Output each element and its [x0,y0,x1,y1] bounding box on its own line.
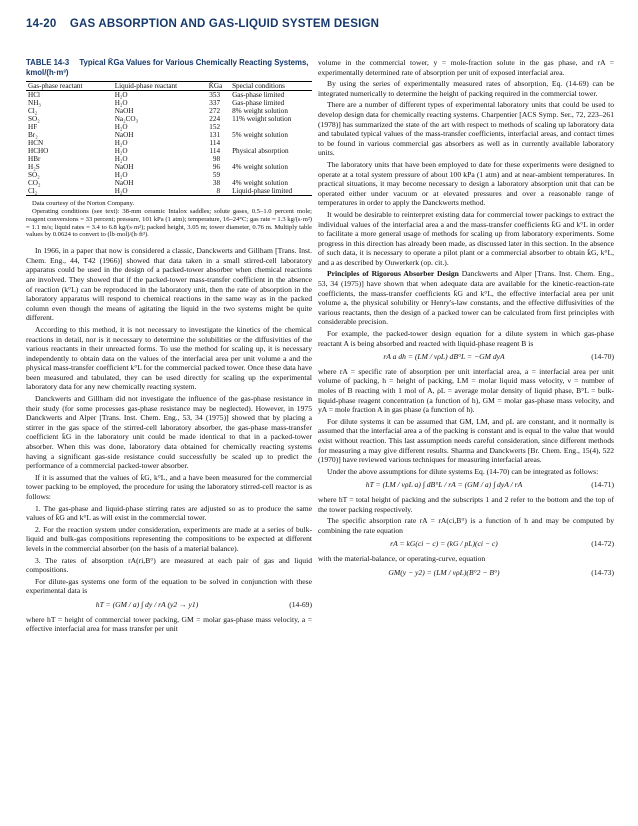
cell-kga: 272 [209,107,221,116]
col-header-liquid: Liquid-phase reactant [101,82,201,91]
cell-conditions: Physical absorption [232,147,289,156]
cell-liquid-reactant: H₂O [101,187,201,196]
paragraph-text: Danckwerts and Alper [Trans. Inst. Chem. Eng., 53, 34 (1975)] have shown that when adequate data are available for the kinetic-reaction-rate coefficients, the mass-transfer coefficients k̄G and k°L, the effective interfacial area per unit volume a, the physical solubility or Henry's-law constants, and the effective diffusivities of the various reactants, then the design of a packed tower can be calculated from first principles with considerable precision. [318,269,614,327]
cell-gas-reactant: HF [28,123,38,132]
table-row [26,99,312,107]
cell-kga: 353 [209,91,221,100]
cell-conditions [230,123,312,131]
cell-gas-reactant: HCHO [28,147,49,156]
cell-conditions: 5% weight solution [232,131,288,140]
table-row [26,139,312,147]
page-number: 14-20 [26,18,57,30]
cell-conditions: Gas-phase limited [232,91,285,100]
cell-conditions: Liquid-phase limited [230,187,312,196]
paragraph: with the material-balance, or operating-curve, equation [318,553,486,563]
cell-gas-reactant: HCN [28,139,44,148]
cell-kga: 152 [209,123,221,132]
cell-gas-reactant: HCl [28,91,40,100]
cell-kga: 337 [209,99,221,108]
list-item: 1. The gas-phase and liquid-phase stirring rates are adjusted so as to produce the same values of k̄G and k°L as will exist in the commercial tower. [26,503,312,523]
table-notes [26,200,312,239]
cell-gas-reactant: Cl₂ [26,187,101,196]
table-row [26,107,312,115]
table-header-row [26,82,312,91]
paragraph: If it is assumed that the values of k̄G, k°L, and a have been measured for the commercial tower packing to be employed, the procedure for using the laboratory stirred-cell reactor is as follows: [26,472,312,502]
cell-kga: 59 [212,171,221,180]
cell-gas-reactant: SO₂ [28,171,40,180]
list-item: 3. The rates of absorption rA(ri,B°) are measured at each pair of gas and liquid compositions. [26,555,312,575]
cell-kga: 8 [201,187,230,196]
cell-liquid-reactant: H₂O [114,155,128,164]
table-row [26,115,312,123]
table-row [26,179,312,187]
table-row [26,123,312,131]
cell-conditions: Gas-phase limited [232,99,285,108]
table-row [26,155,312,163]
paragraph: Under the above assumptions for dilute systems Eq. (14-70) can be integrated as follows: [327,466,599,476]
table-operating-conditions: Operating conditions (see text): 38-mm ceramic Intalox saddles; solute gases, 0.5–1.0 percent mole; reagent conversions = 33 percent; pressure, 101 kPa (1 atm); temperature, 16–24°C; gas rate = 1.3 kg/(s·m²) = 1.1 m/s; liquid rates = 3.4 to 6.8 kg/(s·m²); packed height, 3.05 m; tower diameter, 0.76 m. Multiply table values by 0.0624 to convert to (lb·mol)/(h·ft³). [26,207,312,239]
paragraph: There are a number of different types of experimental laboratory units that could be used to develop design data for chemically reacting systems. Charpentier [ACS Symp. Ser., 72, 223–261 (1978)] has summarized the state of the art with respect to methods of scaling up laboratory data and tabulated typical values of the mass-transfer coefficients, interfacial areas, and contact times to be found in various commercial gas absorbers as well as in currently available laboratory units. [318,100,614,158]
equation-number: (14-73) [591,567,614,577]
cell-liquid-reactant: NaOH [114,131,134,140]
paragraph: It would be desirable to reinterpret existing data for commercial tower packings to extract the individual values of the interfacial area a and the mass-transfer coefficients k̄G and k°L in order to facilitate a more general usage of methods for scaling up from laboratory experiments. Some progress in this direction has already been made, as discussed later in this section. In the absence of such data, it is necessary to operate a pilot plant or a commercial absorber to obtain k̄G, k°L, and a as described by Ouwerkerk (op. cit.). [318,209,614,267]
cell-kga: 114 [209,147,221,156]
cell-conditions: 11% weight solution [232,115,292,124]
col-header-gas: Gas-phase reactant [26,82,101,91]
equation-number: (14-70) [591,352,614,362]
cell-liquid-reactant: H₂O [114,99,128,108]
chapter-title: GAS ABSORPTION AND GAS-LIQUID SYSTEM DESIGN [69,18,380,30]
equation-14-69 [26,600,312,610]
equation-body: GM(y − y2) = (LM / νρL)(B°2 − B°) [388,567,500,577]
paragraph: According to this method, it is not necessary to investigate the kinetics of the chemical reactions in detail, nor is it necessary to determine the solubilities or the diffusivities of the various reactants in their unreacted forms. To use the method for scaling up, it is necessary independently to obtain data on the values of the interfacial area per unit volume a and the physical mass-transfer coefficient k°L for the commercial packed tower. Once these data have been measured and tabulated, they can be used directly for scaling up the experimental laboratory data for any new chemically reacting system. [26,324,312,392]
paragraph: The specific absorption rate rA = rA(ci,B°) is a function of h and may be computed by combining the rate equation [318,516,614,535]
cell-liquid-reactant: H₂O [114,147,128,156]
col-header-kga: K̄Ga [201,82,230,91]
cell-gas-reactant: HBr [28,155,41,164]
table-row [26,163,312,171]
paragraph: volume in the commercial tower, y = mole-fraction solute in the gas phase, and rA = experimentally determined rate of absorption per unit of exposed interfacial area. [318,58,614,77]
cell-gas-reactant: H₂S [28,163,40,172]
table-body [26,91,312,196]
list-item: 2. For the reaction system under consideration, experiments are made at a series of bulk-liquid and bulk-gas compositions representing the compositions to be expected at different levels in the commercial absorber (on the basis of a material balance). [26,524,312,553]
cell-kga: 224 [209,115,221,124]
run-in-heading: Principles of Rigorous Absorber Design [327,269,459,279]
table-caption [26,58,312,77]
cell-liquid-reactant: H₂O [114,123,128,132]
equation-body: rA a dh = (LM / νρL) dB°L = −GM dyA [383,352,505,362]
equation-number: (14-72) [591,539,614,549]
cell-conditions [230,171,312,179]
paragraph: In 1966, in a paper that now is considered a classic, Danckwerts and Gillham [Trans. Inst. Chem. Eng., 44, T42 (1966)] showed that data taken in a small stirred-cell laboratory apparatus could be used in the design of a packed-tower absorber when chemical reactions are involved. They showed that if the packed-tower mass-transfer coefficient in the absence of reaction (k°L) can be reproduced in the laboratory unit, then the rate of absorption in the laboratory apparatus will respond to chemical reactions in the same way as in the packed column even though the means of agitating the liquid in the two systems might be quite different. [26,246,312,323]
equation-body: hT = (GM / a) ∫ dy / rA (y2 → y1) [95,599,199,609]
equation-14-71 [318,480,614,490]
cell-kga: 96 [212,163,221,172]
paragraph: For example, the packed-tower design equation for a dilute system in which gas-phase reactant A is being absorbed and reacted with liquid-phase reagent B is [318,329,614,348]
paragraph: where hT = total height of packing and the subscripts 1 and 2 refer to the bottom and the top of the tower packing respectively. [318,494,614,514]
cell-kga: 131 [209,131,221,140]
left-column [26,58,312,636]
equation-body: rA = kG(ci − c) = (kG / pL)(ci − c) [390,539,498,549]
table-title: Typical K̄Ga Values for Various Chemically Reacting Systems, kmol/(h·m³) [26,58,309,77]
cell-gas-reactant: Br₂ [28,131,38,140]
cell-liquid-reactant: NaOH [114,163,134,172]
cell-conditions [230,139,312,147]
right-column [318,58,614,582]
table-row [26,131,312,139]
table-row [26,147,312,155]
paragraph [318,269,614,327]
cell-kga: 114 [209,139,221,148]
paragraph: For dilute-gas systems one form of the equation to be solved in conjunction with these experimental data is [26,576,312,596]
table-row [26,187,312,196]
cell-gas-reactant: CO₂ [28,179,41,188]
cell-conditions: 8% weight solution [232,107,288,116]
cell-kga: 98 [212,155,221,164]
equation-14-73 [318,568,614,578]
cell-liquid-reactant: H₂O [114,139,128,148]
cell-gas-reactant: NH₃ [28,99,41,108]
equation-14-72 [318,539,614,549]
cell-gas-reactant: SO₂ [28,115,40,124]
table-row [26,91,312,100]
equation-number: (14-69) [289,599,312,609]
running-header [26,18,379,30]
paragraph: The laboratory units that have been employed to date for these experiments were designed to operate at a total system pressure of about 100 kPa (1 atm) and at near-ambient temperatures. In practical situations, it may become necessary to design a laboratory absorption unit that can be operated either under vacuum or at elevated pressures and over a reasonable range of temperatures in order to apply the Danckwerts method. [318,159,614,208]
cell-liquid-reactant: H₂O [114,91,128,100]
cell-kga: 38 [212,179,221,188]
cell-liquid-reactant: NaOH [114,179,134,188]
paragraph: Danckwerts and Gillham did not investigate the influence of the gas-phase resistance in their study (for some processes gas-phase resistance may be neglected). However, in 1975 Danckwerts and Alper [Trans. Inst. Chem. Eng., 53, 34 (1975)] showed that by placing a stirrer in the gas space of the stirred-cell laboratory absorber, the gas-phase mass-transfer coefficient k̄G in the laboratory unit could be made identical to that in a packed-tower absorber. When this was done, laboratory data obtained for chemically reacting systems having a significant gas-side resistance could successfully be scaled up to predict the performance of a commercial packed-tower absorber. [26,394,312,471]
equation-body: hT = (LM / νρL a) ∫ dB°L / rA = (GM / a) ∫ dyA / rA [365,480,523,490]
table-row [26,171,312,179]
paragraph: For dilute systems it can be assumed that GM, LM, and ρL are constant, and it normally is assumed that the interfacial area a of the packing is constant and is equal to the value that would exist without reaction. This last assumption needs careful consideration, since different methods for measuring a may give different results. Sharma and Danckwerts [Br. Chem. Eng., 15(4), 522 (1970)] have reviewed various techniques for measuring interfacial areas. [318,416,614,465]
cell-liquid-reactant: H₂O [114,171,128,180]
paragraph: where rA = specific rate of absorption per unit interfacial area, a = interfacial area per unit volume of packing, h = height of packing, LM = molar liquid mass velocity, ν = number of moles of B reacting with 1 mol of A, ρL = average molar density of liquid phase, B°L = bulk-liquid-phase reagent concentration (a function of h), GM = molar gas-phase mass velocity, and yA = mole fraction A in gas phase (a function of h). [318,366,614,415]
cell-conditions: 4% weight solution [232,179,288,188]
kga-table [26,81,312,196]
table-credit: Data courtesy of the Norton Company. [32,200,135,208]
paragraph: By using the series of experimentally measured rates of absorption, Eq. (14-69) can be integrated numerically to determine the height of packing required in the commercial tower. [318,79,614,98]
cell-conditions [230,155,312,163]
paragraph: where hT = height of commercial tower packing, GM = molar gas-phase mass velocity, a = effective interfacial area for mass transfer per unit [26,614,312,634]
cell-liquid-reactant: NaOH [114,107,134,116]
table-label: TABLE 14-3 [26,58,70,67]
cell-gas-reactant: Cl₂ [28,107,38,116]
equation-14-70 [318,352,614,362]
equation-number: (14-71) [591,480,614,490]
cell-conditions: 4% weight solution [232,163,288,172]
col-header-conditions: Special conditions [230,82,312,91]
cell-liquid-reactant: Na₂CO₃ [114,115,139,124]
